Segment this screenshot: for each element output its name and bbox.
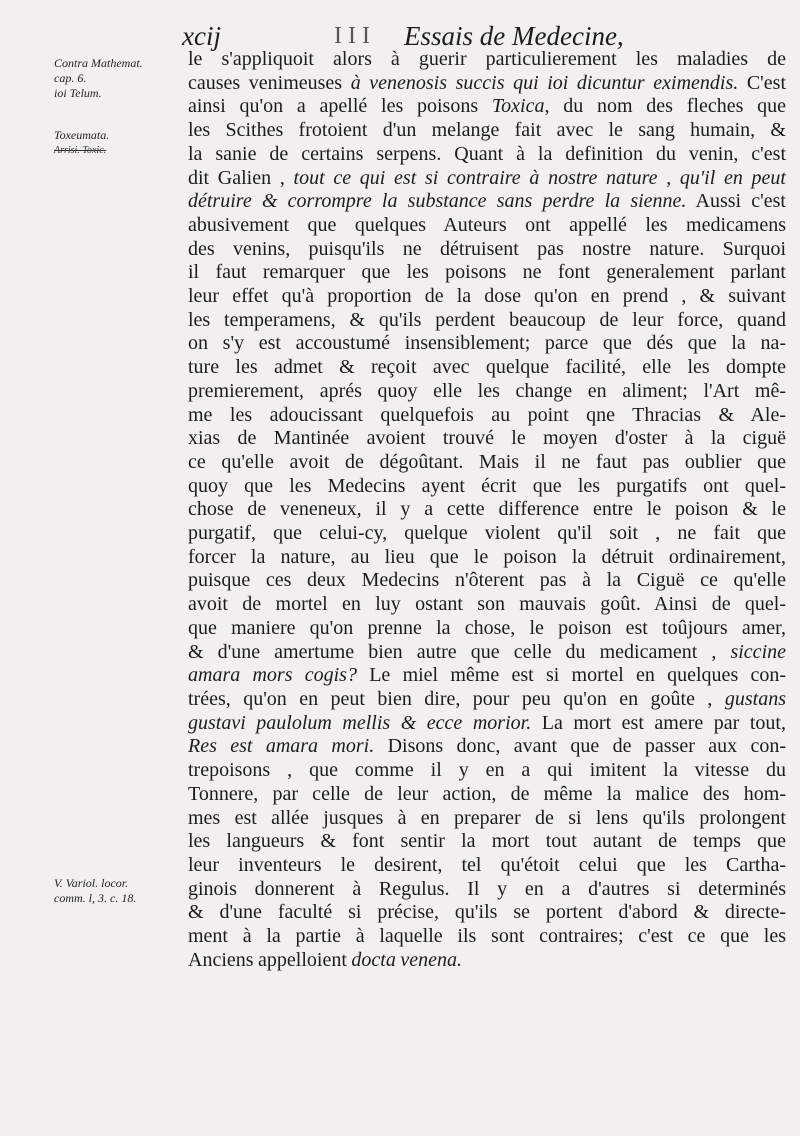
- italic-segment: Toxica: [491, 95, 545, 118]
- text-line: [188, 569, 786, 593]
- margin-note-toxeumata: [54, 128, 176, 158]
- text-line: [188, 735, 786, 759]
- text-line: [188, 119, 786, 143]
- text-segment: trées, qu'on en peut bien dire, pour peu qu'on en goûte ,: [188, 687, 725, 710]
- text-line: [188, 48, 786, 72]
- text-segment: ainsi qu'on a apellé les poisons: [188, 95, 492, 118]
- text-line: [188, 190, 786, 214]
- text-segment: que maniere qu'on prenne la chose, le poison est toûjours amer,: [188, 616, 786, 639]
- text-line: [188, 404, 786, 428]
- text-segment: ture les admet & reçoit avec quelque facilité, elle les dompte: [188, 356, 786, 379]
- text-line: [188, 854, 786, 878]
- text-segment: C'est: [738, 71, 786, 94]
- italic-segment: gustavi paulolum mellis & ecce morior.: [188, 711, 532, 734]
- italic-segment: gustans: [724, 687, 786, 710]
- main-text: [188, 48, 786, 972]
- text-line: [188, 72, 786, 96]
- text-line: [188, 380, 786, 404]
- text-line: [188, 238, 786, 262]
- text-segment: on s'y est accoustumé insensiblement; parce que dés que la na-: [188, 332, 786, 355]
- text-segment: des venins, puisqu'ils ne détruisent pas nostre nature. Surquoi: [188, 237, 786, 260]
- text-segment: leur inventeurs le desirent, tel qu'étoit celui que les Cartha-: [188, 853, 786, 876]
- text-segment: causes venimeuses: [188, 71, 351, 94]
- text-line: [188, 617, 786, 641]
- text-segment: ginois donnerent à Regulus. Il y en a d'autres si determinés: [188, 877, 786, 900]
- text-line: [188, 830, 786, 854]
- margin-note-line: Contra Mathemat.: [54, 56, 143, 70]
- text-line: [188, 261, 786, 285]
- text-segment: puisque ces deux Medecins n'ôterent pas à la Ciguë ce qu'elle: [188, 569, 786, 592]
- text-segment: & d'une faculté si précise, qu'ils se portent d'abord & directe-: [188, 901, 786, 924]
- text-segment: purgatif, que celui-cy, quelque violent qu'il soit , ne fait que: [188, 522, 786, 545]
- text-line: [188, 95, 786, 119]
- text-segment: xias de Mantinée avoient trouvé le moyen d'oster à la ciguë: [188, 427, 786, 450]
- text-segment: ce qu'elle avoit de dégoûtant. Mais il ne faut pas oublier que: [188, 450, 786, 473]
- text-segment: leur effet qu'à proportion de la dose qu'on en prend , & suivant: [188, 285, 786, 308]
- text-segment: mes est allée jusques à en preparer de si lens qu'ils prolongent: [188, 806, 786, 829]
- text-line: [188, 332, 786, 356]
- text-segment: chose de veneneux, il y a cette difference entre le poison & le: [188, 498, 786, 521]
- text-segment: Tonnere, par celle de leur action, de même la malice des hom-: [188, 782, 786, 805]
- text-line: [188, 451, 786, 475]
- italic-segment: siccine: [730, 640, 786, 663]
- text-segment: forcer la nature, au lieu que le poison la détruit ordinairement,: [188, 545, 786, 568]
- text-segment: il faut remarquer que les poisons ne font generalement parlant: [188, 261, 786, 284]
- text-line: [188, 807, 786, 831]
- text-segment: Disons donc, avant que de passer aux con-: [374, 735, 786, 758]
- text-line: [188, 664, 786, 688]
- text-segment: abusivement que quelques Auteurs ont appellé les medicamens: [188, 213, 786, 236]
- italic-segment: tout ce qui est si contraire à nostre nature , qu'il en peut: [293, 166, 786, 189]
- text-segment: & d'une amertume bien autre que celle du medicament ,: [188, 640, 731, 663]
- margin-note-variol: [54, 876, 176, 906]
- italic-segment: docta venena.: [351, 948, 462, 971]
- margin-note-line: ioi Telum.: [54, 86, 102, 100]
- text-segment: les temperamens, & qu'ils perdent beaucoup de leur force, quand: [188, 308, 786, 331]
- text-line: [188, 356, 786, 380]
- text-line: [188, 285, 786, 309]
- text-segment: Le miel même est si mortel en quelques con-: [356, 664, 786, 687]
- margin-note-struck: Arrisi. Toxic.: [54, 145, 107, 156]
- text-line: [188, 167, 786, 191]
- italic-segment: Res est amara mori.: [188, 735, 375, 758]
- text-line: [188, 688, 786, 712]
- text-segment: trepoisons , que comme il y en a qui imitent la vitesse du: [188, 759, 786, 782]
- text-line: [188, 641, 786, 665]
- page-number: xcij: [182, 21, 221, 51]
- text-segment: les langueurs & font sentir la mort tout autant de temps que: [188, 830, 786, 853]
- text-segment: le s'appliquoit alors à guerir particulierement les maladies de: [188, 48, 786, 70]
- header-ornament: I I I: [334, 23, 370, 49]
- text-line: [188, 546, 786, 570]
- text-line: [188, 925, 786, 949]
- text-segment: premierement, aprés quoy elle les change en aliment; l'Art mê-: [188, 379, 786, 402]
- text-line: [188, 901, 786, 925]
- text-segment: les Scithes frotoient d'un melange fait avec le sang humain, &: [188, 119, 786, 142]
- text-segment: quoy que les Medecins ayent écrit que les purgatifs ont quel-: [188, 474, 786, 497]
- text-line: [188, 712, 786, 736]
- margin-note-line: comm. l, 3. c. 18.: [54, 891, 137, 905]
- running-title: Essais de Medecine,: [404, 21, 624, 51]
- text-line: [188, 143, 786, 167]
- italic-segment: à venenosis succis qui ioi dicuntur eximendis.: [350, 71, 739, 94]
- italic-segment: détruire & corrompre la substance sans perdre la sienne.: [188, 190, 687, 213]
- margin-note-line: Toxeumata.: [54, 128, 110, 142]
- text-line: [188, 214, 786, 238]
- text-line: [188, 878, 786, 902]
- text-line: [188, 309, 786, 333]
- text-line: [188, 593, 786, 617]
- italic-segment: amara mors cogis?: [188, 664, 357, 687]
- margin-note-line: cap. 6.: [54, 71, 87, 85]
- text-line: [188, 759, 786, 783]
- text-segment: ment à la partie à laquelle ils sont contraires; c'est ce que les: [188, 925, 786, 948]
- text-segment: me les adoucissant quelquefois au point qne Thracias & Ale-: [188, 403, 786, 426]
- text-segment: la sanie de certains serpens. Quant à la definition du venin, c'est: [188, 142, 786, 165]
- text-segment: dit Galien ,: [188, 166, 294, 189]
- margin-note-contra-mathemat: [54, 56, 176, 101]
- text-line: [188, 783, 786, 807]
- text-line: [188, 475, 786, 499]
- text-line: [188, 498, 786, 522]
- text-segment: Aussi c'est: [686, 190, 786, 213]
- text-line: [188, 427, 786, 451]
- margin-note-line: V. Variol. locor.: [54, 876, 129, 890]
- text-line: [188, 522, 786, 546]
- text-segment: , du nom des fleches que: [544, 95, 786, 118]
- text-segment: avoit de mortel en luy ostant son mauvais goût. Ainsi de quel-: [188, 593, 786, 616]
- text-segment: La mort est amere par tout,: [531, 711, 786, 734]
- text-segment: Anciens appelloient: [188, 948, 352, 971]
- text-line: [188, 949, 786, 973]
